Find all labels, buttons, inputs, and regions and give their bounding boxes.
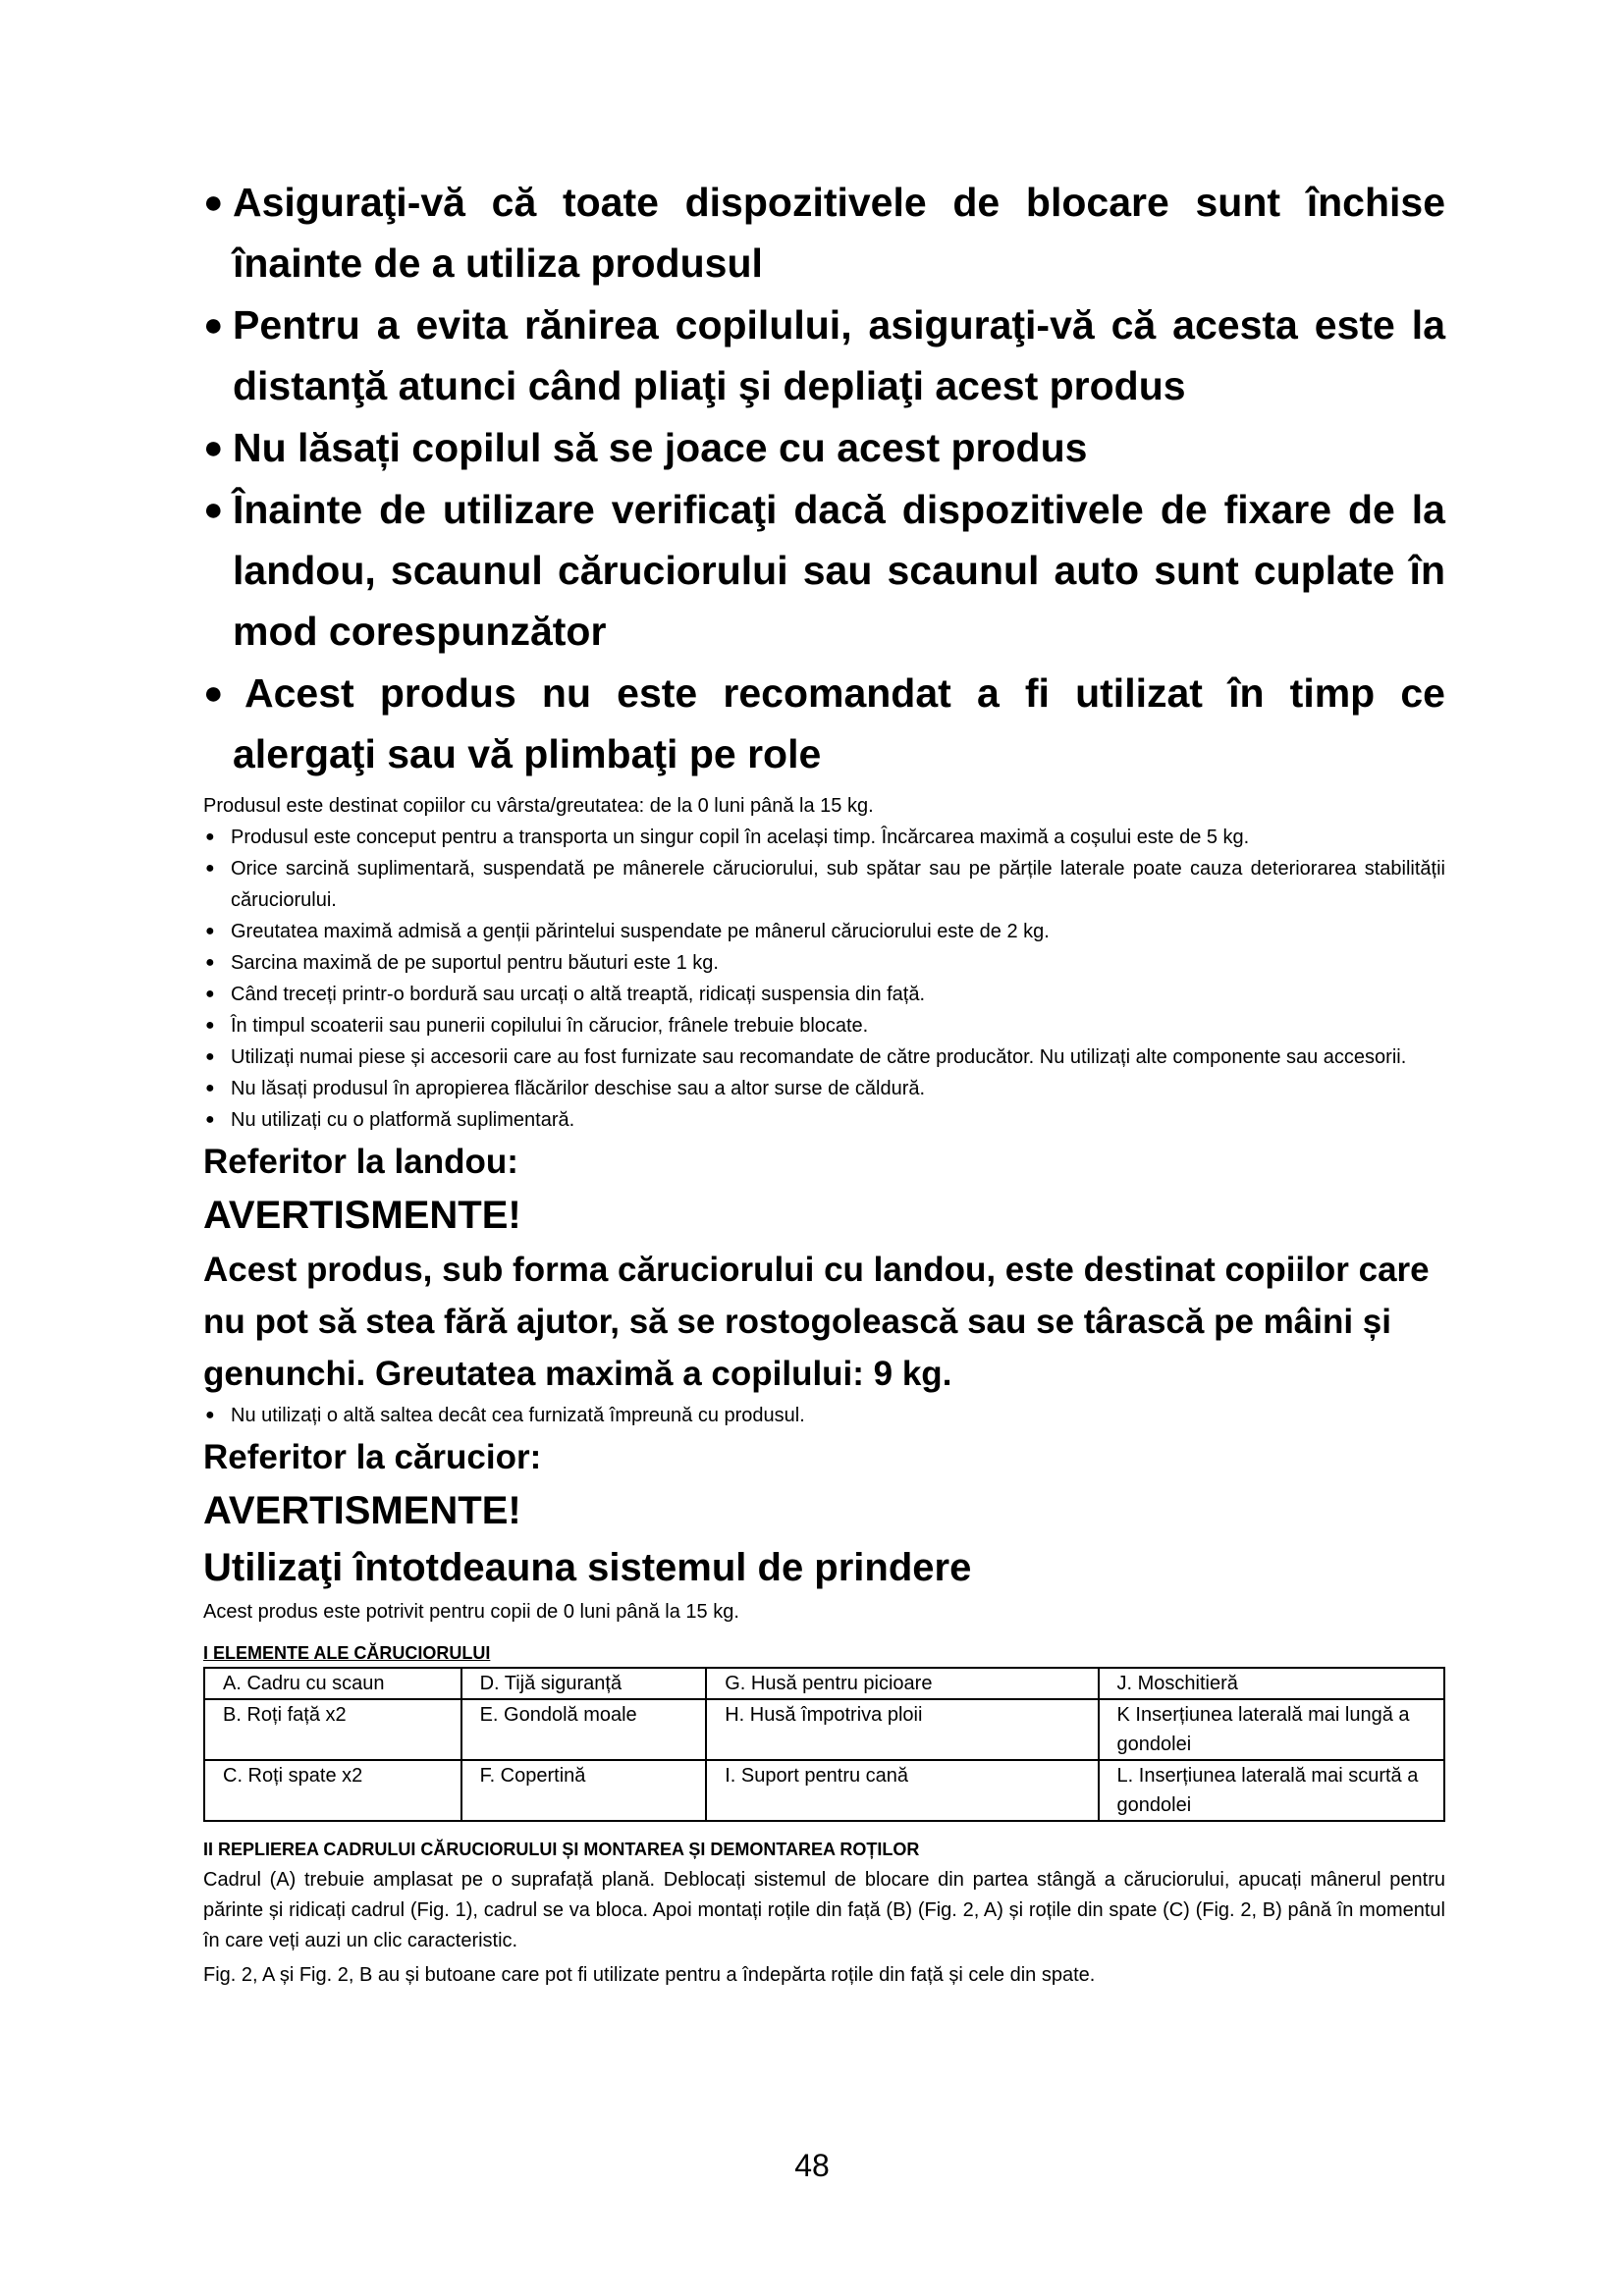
small-warning-text: Utilizați numai piese și accesorii care au fost furnizate sau recomandate de către producător. Nu utilizați alte componente sau accesorii. [231, 1046, 1407, 1068]
harness-heading: Utilizaţi întotdeauna sistemul de prindere [203, 1546, 972, 1589]
small-warning-item [203, 947, 1445, 979]
small-warning-text: Orice sarcină suplimentară, suspendată pe mânerele căruciorului, sub spătar sau pe părțile laterale poate cauza deteriorarea stabilității căruciorului. [231, 858, 1445, 911]
landou-heading: Referitor la landou: [203, 1143, 518, 1181]
small-warning-text: Greutatea maximă admisă a genții părintelui suspendate pe mânerul căruciorului este de 2 kg. [231, 921, 1050, 942]
bullet-icon: ● [203, 429, 224, 466]
large-warning-text: Asiguraţi-vă că toate dispozitivele de blocare sunt închise înainte de a utiliza produsul [233, 180, 1445, 286]
table-row [204, 1699, 1444, 1760]
bullet-icon: ● [205, 1111, 215, 1128]
small-warning-item [203, 1010, 1445, 1041]
folding-paragraph-2: Fig. 2, A și Fig. 2, B au și butoane care pot fi utilizate pentru a îndepărta roțile din față și cele din spate. [203, 1964, 1096, 1986]
small-warning-item [203, 1041, 1445, 1073]
table-cell: G. Husă pentru picioare [706, 1668, 1098, 1699]
small-warning-item [203, 916, 1445, 947]
table-cell: F. Copertină [461, 1760, 707, 1821]
large-warning-text: Pentru a evita rănirea copilului, asiguraţi-vă că acesta este la distanţă atunci când pliaţi şi depliaţi acest produs [233, 302, 1445, 408]
large-warnings-list [203, 172, 1445, 784]
table-cell: C. Roți spate x2 [204, 1760, 461, 1821]
large-warning-item [203, 172, 1445, 294]
small-warning-text: În timpul scoaterii sau punerii copilului în cărucior, frânele trebuie blocate. [231, 1015, 869, 1037]
landou-note: Nu utilizați o altă saltea decât cea furnizată împreună cu produsul. [231, 1405, 805, 1426]
bullet-icon: ● [205, 860, 215, 877]
large-warning-item [203, 479, 1445, 662]
page-number: 48 [794, 2148, 830, 2183]
small-warning-item [203, 822, 1445, 853]
table-cell: L. Inserțiunea laterală mai scurtă a gondolei [1099, 1760, 1444, 1821]
table-cell: B. Roți față x2 [204, 1699, 461, 1760]
page-content [203, 172, 1445, 1991]
bullet-icon: ● [205, 1048, 215, 1065]
table-cell: I. Suport pentru cană [706, 1760, 1098, 1821]
bullet-icon: ● [205, 828, 215, 845]
bullet-icon: ● [203, 306, 224, 344]
elements-table [203, 1667, 1445, 1822]
carucior-heading: Referitor la cărucior: [203, 1438, 542, 1476]
landou-warning-title: AVERTISMENTE! [203, 1194, 521, 1237]
small-warning-item [203, 1400, 1445, 1431]
large-warning-item [203, 294, 1445, 416]
carucior-note: Acest produs este potrivit pentru copii de 0 luni până la 15 kg. [203, 1601, 739, 1623]
table-cell: J. Moschitieră [1099, 1668, 1444, 1699]
bullet-icon: ● [203, 491, 224, 528]
small-warning-text: Când treceți printr-o bordură sau urcați o altă treaptă, ridicați suspensia din față. [231, 984, 926, 1005]
table-cell: E. Gondolă moale [461, 1699, 707, 1760]
elements-title: I ELEMENTE ALE CĂRUCIORULUI [203, 1643, 491, 1663]
age-note: Produsul este destinat copiilor cu vârsta/greutatea: de la 0 luni până la 15 kg. [203, 795, 874, 817]
large-warning-item [203, 417, 1445, 478]
landou-note-list [203, 1400, 1445, 1431]
bullet-icon: ● [203, 184, 224, 221]
small-warning-text: Produsul este conceput pentru a transporta un singur copil în același timp. Încărcarea maximă a coșului este de 5 kg. [231, 827, 1250, 848]
large-warning-text: Înainte de utilizare verificaţi dacă dispozitivele de fixare de la landou, scaunul căruciorului sau scaunul auto sunt cuplate în mod corespunzător [233, 487, 1445, 654]
bullet-icon: ● [205, 1080, 215, 1096]
small-warning-text: Nu lăsați produsul în apropierea flăcărilor deschise sau a altor surse de căldură. [231, 1078, 926, 1099]
small-warning-item [203, 1104, 1445, 1136]
carucior-warning-title: AVERTISMENTE! [203, 1489, 521, 1532]
landou-body: Acest produs, sub forma căruciorului cu landou, este destinat copiilor care nu pot să stea fără ajutor, să se rostogolească sau se târască pe mâini și genunchi. Greutatea maximă a copilului: 9 kg. [203, 1251, 1430, 1393]
table-cell: H. Husă împotriva ploii [706, 1699, 1098, 1760]
bullet-icon: ● [205, 954, 215, 971]
folding-title: II REPLIEREA CADRULUI CĂRUCIORULUI ȘI MONTAREA ȘI DEMONTAREA ROȚILOR [203, 1840, 920, 1859]
bullet-icon: ● [203, 674, 224, 712]
large-warning-text: Nu lăsați copilul să se joace cu acest produs [233, 425, 1088, 470]
folding-paragraph-1: Cadrul (A) trebuie amplasat pe o suprafață plană. Deblocați sistemul de blocare din partea stângă a căruciorului, apucați mânerul pentru părinte și ridicați cadrul (Fig. 1), cadrul se va bloca. Apoi montați roțile din față (B) (Fig. 2, A) și roțile din spate (C) (Fig. 2, B) până în momentul în care veți auzi un clic caracteristic. [203, 1869, 1445, 1951]
small-warning-text: Sarcina maximă de pe suportul pentru băuturi este 1 kg. [231, 952, 719, 974]
bullet-icon: ● [205, 986, 215, 1002]
small-warning-item [203, 979, 1445, 1010]
table-cell: A. Cadru cu scaun [204, 1668, 461, 1699]
large-warning-item [203, 663, 1445, 784]
large-warning-text: Acest produs nu este recomandat a fi utilizat în timp ce alergaţi sau vă plimbaţi pe role [233, 670, 1445, 776]
small-warnings-list [203, 822, 1445, 1136]
small-warning-item [203, 853, 1445, 916]
small-warning-text: Nu utilizați cu o platformă suplimentară. [231, 1109, 575, 1131]
table-cell: D. Tijă siguranță [461, 1668, 707, 1699]
bullet-icon: ● [205, 1407, 215, 1423]
bullet-icon: ● [205, 923, 215, 939]
bullet-icon: ● [205, 1017, 215, 1034]
small-warning-item [203, 1073, 1445, 1104]
table-cell: K Inserțiunea laterală mai lungă a gondolei [1099, 1699, 1444, 1760]
table-row [204, 1668, 1444, 1699]
table-row [204, 1760, 1444, 1821]
